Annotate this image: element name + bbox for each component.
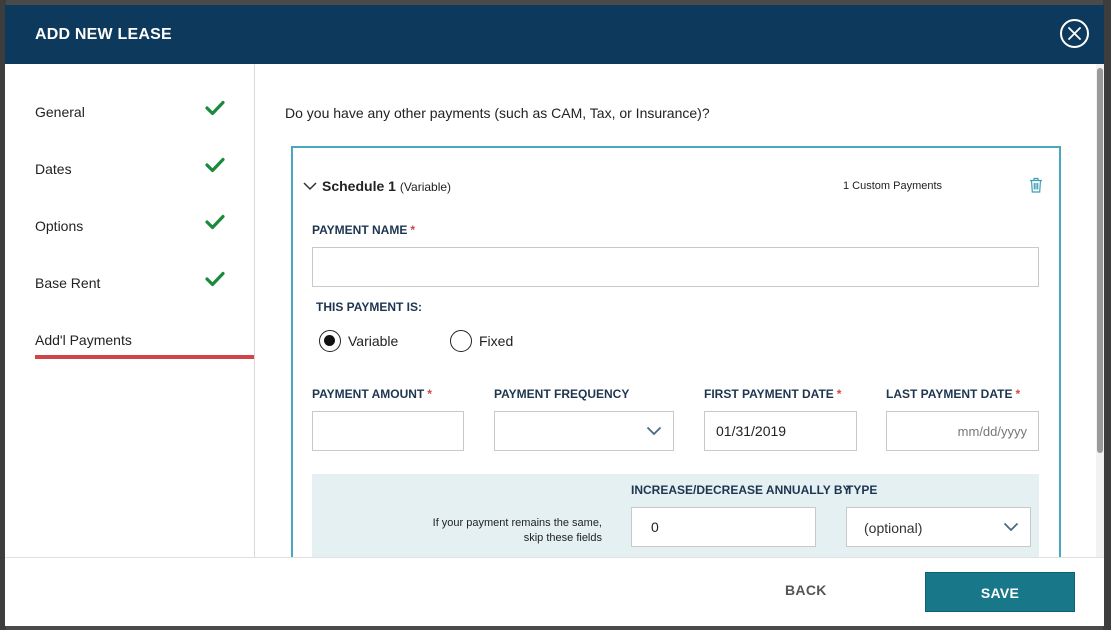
- type-label: TYPE: [846, 483, 878, 497]
- custom-payments-count: 1 Custom Payments: [843, 180, 943, 192]
- backdrop-right: [1103, 0, 1111, 630]
- trash-icon: [1029, 177, 1043, 193]
- sidebar-item-base-rent[interactable]: [35, 271, 225, 295]
- checkmark-icon: [205, 157, 225, 173]
- first-payment-date-input[interactable]: [704, 411, 857, 451]
- schedule-type: (Variable): [399, 180, 452, 194]
- last-payment-date-input[interactable]: [886, 411, 1039, 451]
- schedule-name: Schedule 1: [322, 178, 396, 194]
- last-payment-date-label-text: LAST PAYMENT DATE: [886, 387, 1013, 401]
- main-content: [255, 64, 1095, 557]
- required-marker: *: [427, 387, 432, 401]
- radio-variable-label: Variable: [348, 333, 399, 349]
- increase-decrease-input[interactable]: [631, 507, 816, 547]
- last-payment-date-label: [886, 387, 1020, 401]
- other-payments-question: Do you have any other payments (such as CAM, Tax, or Insurance)?: [285, 105, 710, 121]
- increase-type-select[interactable]: [846, 507, 1031, 547]
- payment-name-label-text: PAYMENT NAME: [312, 223, 408, 237]
- modal-header: [5, 5, 1104, 64]
- checkmark-icon: [205, 214, 225, 230]
- sidebar-item-label: Base Rent: [35, 275, 101, 291]
- payment-name-label: [312, 223, 415, 237]
- required-marker: *: [410, 223, 416, 237]
- payment-amount-label: [312, 387, 432, 401]
- checkmark-icon: [205, 100, 225, 116]
- sidebar-item-label: General: [35, 104, 85, 120]
- sidebar-item-general[interactable]: [35, 100, 225, 124]
- sidebar-item-addl-payments[interactable]: [35, 328, 225, 352]
- first-payment-date-label: [704, 387, 841, 401]
- collapse-schedule-button[interactable]: [303, 178, 317, 196]
- schedule-title: [322, 178, 451, 194]
- sidebar-item-options[interactable]: [35, 214, 225, 238]
- sidebar-item-label: Options: [35, 218, 84, 234]
- chevron-down-icon: [1003, 522, 1019, 532]
- chevron-down-icon: [646, 426, 662, 436]
- chevron-down-icon: [303, 181, 317, 191]
- radio-circle: [319, 330, 341, 352]
- close-button[interactable]: [1060, 19, 1089, 48]
- payment-is-label: THIS PAYMENT IS:: [316, 300, 423, 314]
- radio-fixed-label: Fixed: [479, 333, 514, 349]
- sidebar-item-dates[interactable]: [35, 157, 225, 181]
- sidebar-item-label: Add'l Payments: [35, 332, 132, 348]
- skip-fields-hint: If your payment remains the same, skip these fields: [432, 517, 602, 544]
- delete-schedule-button[interactable]: [1029, 177, 1043, 198]
- radio-selected-dot: [324, 335, 335, 346]
- payment-amount-input[interactable]: [312, 411, 464, 451]
- payment-frequency-select[interactable]: [494, 411, 674, 451]
- schedule-card: [291, 146, 1061, 557]
- save-button[interactable]: SAVE: [925, 572, 1075, 612]
- modal-title: ADD NEW LEASE: [35, 26, 172, 43]
- checkmark-icon: [205, 271, 225, 287]
- back-button[interactable]: BACK: [785, 582, 827, 598]
- add-lease-modal: [5, 5, 1104, 626]
- increase-decrease-label: INCREASE/DECREASE ANNUALLY BY: [631, 483, 851, 497]
- modal-footer: [5, 557, 1104, 626]
- sidebar-item-label: Dates: [35, 161, 72, 177]
- payment-name-input[interactable]: [312, 247, 1039, 287]
- required-marker: *: [1015, 387, 1021, 401]
- payment-amount-label-text: PAYMENT AMOUNT: [312, 387, 425, 401]
- required-marker: *: [836, 387, 842, 401]
- increase-type-value: (optional): [864, 520, 923, 536]
- radio-circle: [450, 330, 472, 352]
- first-payment-date-label-text: FIRST PAYMENT DATE: [704, 387, 834, 401]
- active-step-indicator: [35, 355, 254, 359]
- increase-decrease-panel: [312, 474, 1039, 557]
- close-icon: [1068, 27, 1081, 40]
- sidebar-nav: [5, 64, 255, 557]
- payment-frequency-label: PAYMENT FREQUENCY: [494, 387, 630, 401]
- scrollbar-thumb[interactable]: [1097, 68, 1103, 453]
